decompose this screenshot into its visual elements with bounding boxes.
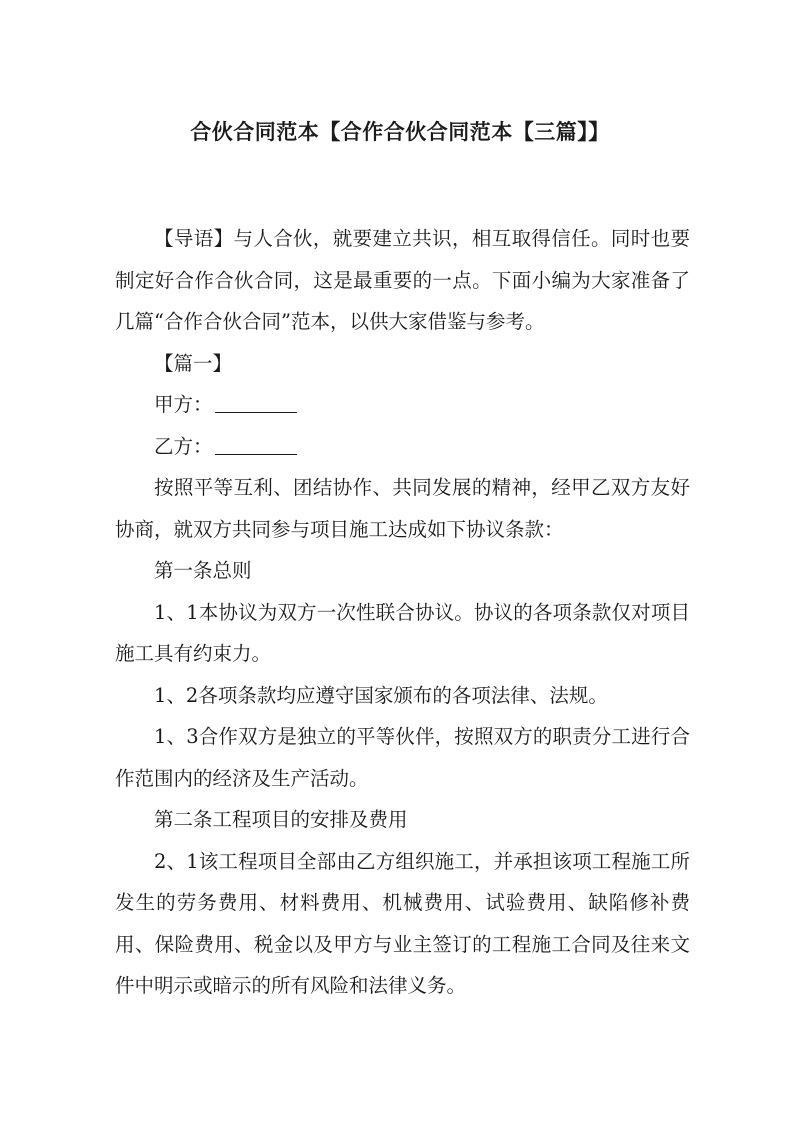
clause-2-1: 2、1该工程项目全部由乙方组织施工，并承担该项工程施工所发生的劳务费用、材料费用、机械费用、试验费用、缺陷修补费用、保险费用、税金以及甲方与业主签订的工程施工合同及往来文件中明示或暗示的所有风险和法律义务。 (115, 849, 690, 997)
article-2-heading: 第二条工程项目的安排及费用 (154, 808, 408, 831)
party-b-label: 乙方： (154, 434, 213, 458)
party-a-label: 甲方： (154, 393, 213, 416)
document-body (115, 218, 690, 1007)
party-a-blank (215, 394, 297, 413)
document-title: 合伙合同范本【合作合伙合同范本【三篇】】 (190, 119, 610, 144)
clause-1-3: 1、3合作双方是独立的平等伙伴，按照双方的职责分工进行合作范围内的经济及生产活动。 (115, 725, 690, 790)
preamble-paragraph: 按照平等互利、团结协作、共同发展的精神，经甲乙双方友好协商，就双方共同参与项目施工达成如下协议条款： (115, 476, 690, 541)
clause-1-2: 1、2各项条款均应遵守国家颁布的各项法律、法规。 (154, 683, 608, 707)
intro-paragraph: 【导语】与人合伙，就要建立共识，相互取得信任。同时也要制定好合作合伙合同，这是最重要的一点。下面小编为大家准备了几篇“合作合伙合同”范本，以供大家借鉴与参考。 (115, 227, 690, 333)
article-1-heading: 第一条总则 (154, 559, 252, 582)
party-b-line (115, 426, 690, 468)
clause-1-1: 1、1本协议为双方一次性联合协议。协议的各项条款仅对项目施工具有约束力。 (115, 600, 690, 665)
party-a-line (115, 384, 690, 426)
party-b-blank (215, 436, 297, 455)
section-heading-one: 【篇一】 (154, 351, 233, 375)
